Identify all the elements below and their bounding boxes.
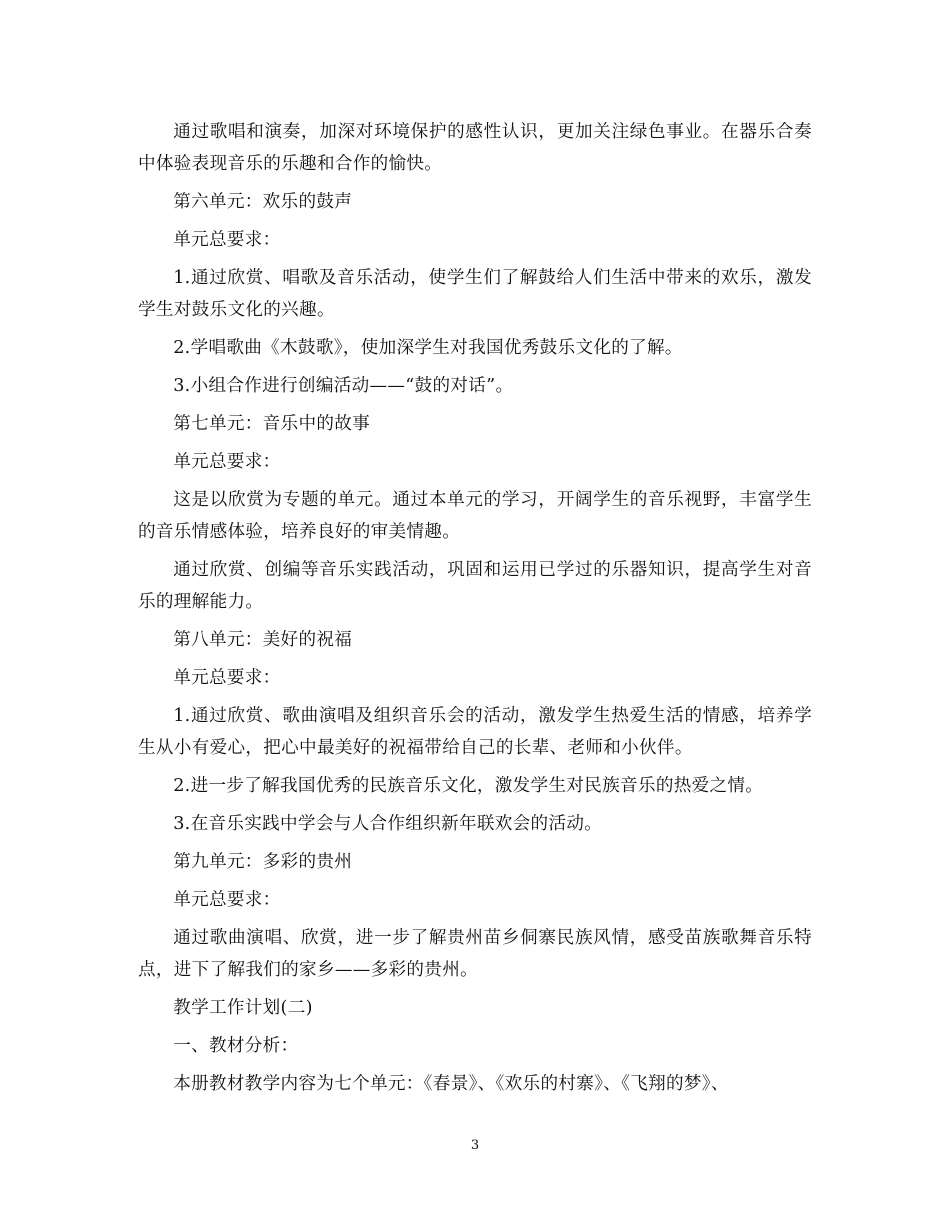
unit-nine-requirements-label: 单元总要求： (173, 890, 281, 910)
heading-unit-six: 第六单元：欢乐的鼓声 (173, 192, 353, 212)
paragraph-intro-environment: 通过歌唱和演奏，加深对环境保护的感性认识，更加关注绿色事业。在器乐合奏中体验表现音乐的乐趣和合作的愉快。 (138, 122, 812, 174)
heading-teaching-plan-two: 教学工作计划(二) (173, 998, 313, 1018)
unit-eight-item-1: 1.通过欣赏、歌曲演唱及组织音乐会的活动，激发学生热爱生活的情感，培养学生从小有爱心，把心中最美好的祝福带给自己的长辈、老师和小伙伴。 (138, 706, 812, 758)
document-body (138, 116, 812, 1106)
heading-unit-nine: 第九单元：多彩的贵州 (173, 852, 353, 872)
unit-six-item-1: 1.通过欣赏、唱歌及音乐活动，使学生们了解鼓给人们生活中带来的欢乐，激发学生对鼓乐文化的兴趣。 (138, 268, 812, 320)
unit-eight-requirements-label: 单元总要求： (173, 668, 281, 688)
unit-six-item-2: 2.学唱歌曲《木鼓歌》，使加深学生对我国优秀鼓乐文化的了解。 (173, 338, 683, 358)
unit-seven-paragraph-1: 这是以欣赏为专题的单元。通过本单元的学习，开阔学生的音乐视野，丰富学生的音乐情感体验，培养良好的审美情趣。 (138, 490, 812, 542)
unit-six-requirements-label: 单元总要求： (173, 230, 281, 250)
heading-unit-seven: 第七单元：音乐中的故事 (173, 414, 371, 434)
unit-eight-item-3: 3.在音乐实践中学会与人合作组织新年联欢会的活动。 (173, 814, 603, 834)
unit-nine-paragraph: 通过歌曲演唱、欣赏，进一步了解贵州苗乡侗寨民族风情，感受苗族歌舞音乐特点，进下了解我们的家乡——多彩的贵州。 (138, 928, 812, 980)
unit-seven-requirements-label: 单元总要求： (173, 452, 281, 472)
heading-unit-eight: 第八单元：美好的祝福 (173, 630, 353, 650)
unit-six-item-3: 3.小组合作进行创编活动——“鼓的对话”。 (173, 376, 514, 396)
page-number: 3 (470, 1138, 480, 1153)
unit-seven-paragraph-2: 通过欣赏、创编等音乐实践活动，巩固和运用已学过的乐器知识，提高学生对音乐的理解能力。 (138, 560, 812, 612)
textbook-analysis-paragraph: 本册教材教学内容为七个单元：《春景》、《欢乐的村寨》、《飞翔的梦》、 (173, 1074, 729, 1094)
heading-textbook-analysis: 一、教材分析： (173, 1036, 299, 1056)
unit-eight-item-2: 2.进一步了解我国优秀的民族音乐文化，激发学生对民族音乐的热爱之情。 (173, 776, 764, 796)
